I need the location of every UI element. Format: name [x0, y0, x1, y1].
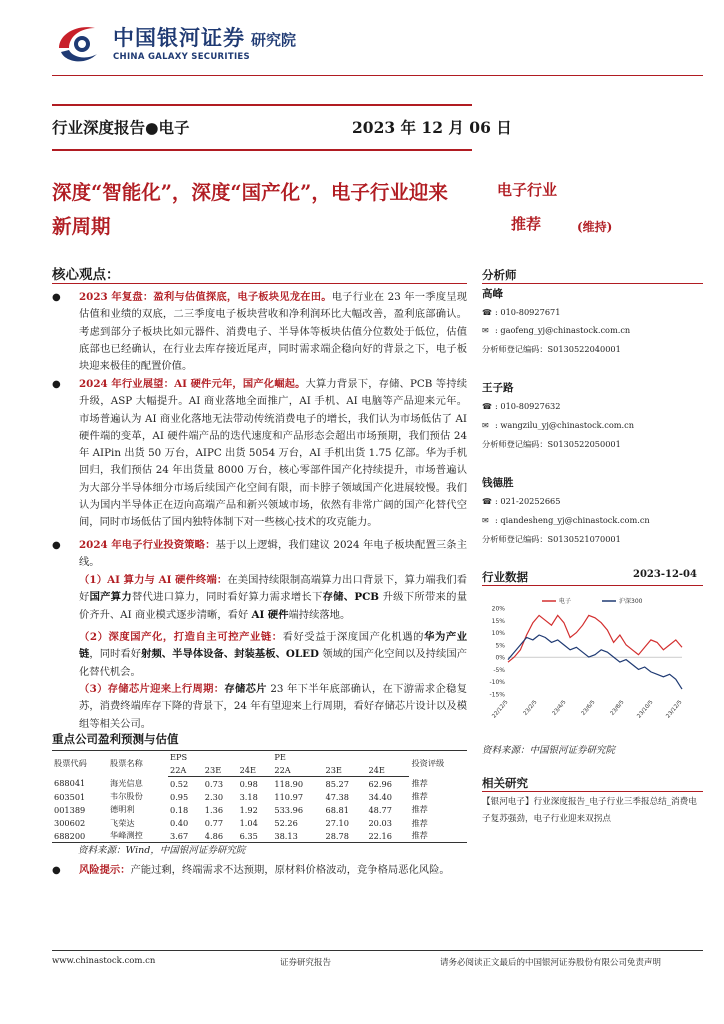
- analyst-reg: 分析师登记编码：S0130522040001: [482, 344, 621, 354]
- table-row: 688041 海光信息 0.52 0.73 0.98 118.90 85.27 62.96 推荐: [54, 777, 428, 789]
- bullet-outlook: ● 2024 年行业展望：AI 硬件元年，国产化崛起。大算力背景下，存储、PCB 等持续升级，ASP 大幅提升。AI 商业落地全面推广，AI 手机、AI 电脑等产品迎来元年。市场普遍认为 AI 商业化落地无法带动传统消费电子的增长，我们认为市场低估了 AI 硬件端的变革，AI 硬件端产品的迭代速度和产品形态会超出市场预期，我们预估 24 年 AIPin 出货 50 万台，AIPC 出货 5054 万台，AI 手机出货 1.75 亿部。华为手机回归，我们预估 24 年出货量 8000 万台，核心零部件国产化持续提升，市场普遍认为大部分半导体细分市场后续国产化空间有限，而卡脖子领域国产化进展较慢。我们认为国内半导体正在迈向高端产品和新兴领域市场，依然有非常广阔的国产化替代空间，同时市场低估了国内独特体制下对一些核心技术的攻克能力。: [52, 378, 467, 529]
- table-row: 300602 飞荣达 0.40 0.77 1.04 52.26 27.10 20.03 推荐: [54, 817, 428, 829]
- chart-source: 资料来源：中国银河证券研究院: [482, 745, 616, 756]
- analyst-name: 高峰: [482, 288, 503, 300]
- col-pe: PE: [272, 751, 409, 764]
- email-icon: ✉: [482, 516, 489, 525]
- related-heading: 相关研究: [482, 776, 528, 790]
- market-divider: [482, 585, 703, 586]
- y-tick-label: 20%: [491, 605, 505, 613]
- market-chart: [482, 594, 704, 734]
- y-tick-label: 5%: [495, 642, 505, 650]
- bullet-strategy: ● 2024 年电子行业投资策略：基于以上逻辑，我们建议 2024 年电子板块配置三条主线。: [52, 539, 468, 569]
- footer-center: 证券研究报告: [280, 958, 332, 968]
- col-rating: 投资评级: [409, 751, 467, 777]
- x-tick-label: 23/4/5: [551, 699, 568, 717]
- x-tick-label: 22/12/5: [491, 699, 510, 720]
- related-report-link[interactable]: 【银河电子】行业深度报告_电子行业三季报总结_消费电子复苏强劲，电子行业迎来双拐点: [482, 797, 697, 824]
- y-tick-label: 10%: [491, 630, 505, 638]
- bullet-dot-icon: ●: [52, 865, 61, 876]
- y-tick-label: -5%: [493, 666, 505, 674]
- col-code: 股票代码: [52, 751, 108, 777]
- report-type: 行业深度报告●电子: [52, 118, 190, 137]
- email-icon: ✉: [482, 326, 489, 335]
- series-line-csi300: [508, 635, 682, 689]
- x-tick-label: 23/12/5: [665, 699, 684, 720]
- year-header: 23E: [203, 764, 238, 777]
- table-heading: 重点公司盈利预测与估值: [52, 732, 179, 746]
- core-heading: 核心观点：: [52, 267, 120, 283]
- strategy-ai: （1）AI 算力与 AI 硬件终端：在美国持续限制高端算力出口背景下，算力端我们看好国产算力替代进口算力，同时看好算力需求增长下存储、PCB 升级下所带来的量价齐升、AI 商业模式逐步清晰，看好 AI 硬件端持续落地。: [79, 574, 468, 621]
- email-icon: ✉: [482, 421, 489, 430]
- logo-english-name: CHINA GALAXY SECURITIES: [113, 52, 250, 62]
- rating-label: 推荐: [511, 215, 542, 233]
- x-tick-label: 23/8/5: [609, 699, 626, 717]
- strategy-memory: （3）存储芯片迎来上行周期：存储芯片 23 年下半年底部确认，在下游需求企稳复苏，消费终端库存下降的背景下，24 年有望迎来上行周期，看好存储芯片设计以及模组等相关公司。: [79, 683, 467, 730]
- phone-icon: ☎: [482, 308, 492, 317]
- year-header: 22A: [272, 764, 323, 777]
- col-name: 股票名称: [108, 751, 168, 777]
- analyst-name: 王子路: [482, 382, 514, 394]
- phone-icon: ☎: [482, 497, 492, 506]
- table-row: 001389 德明利 0.18 1.36 1.92 533.96 68.81 48.77 推荐: [54, 804, 428, 815]
- bullet-dot-icon: ●: [52, 379, 61, 390]
- footer-disclaimer: 请务必阅读正文最后的中国银河证券股份有限公司免责声明: [440, 958, 662, 968]
- header-logo: [55, 20, 315, 66]
- core-divider: [52, 283, 467, 284]
- analyst-email[interactable]: ✉ : qiandesheng_yj@chinastock.com.cn: [482, 515, 650, 525]
- y-tick-label: -10%: [489, 679, 505, 687]
- galaxy-logo-icon: [55, 22, 101, 66]
- footer-divider: [52, 950, 703, 951]
- earnings-table: [52, 750, 467, 843]
- market-heading: 行业数据: [482, 570, 528, 584]
- analyst-email[interactable]: ✉ : wangzilu_yj@chinastock.com.cn: [482, 420, 634, 430]
- phone-icon: ☎: [482, 402, 492, 411]
- report-title: 深度“智能化”，深度“国产化”，电子行业迎来 新周期: [52, 181, 448, 238]
- analyst-reg: 分析师登记编码：S0130522050001: [482, 439, 621, 449]
- related-divider: [482, 791, 703, 792]
- y-tick-label: 0%: [495, 654, 505, 662]
- analyst-phone: ☎ : 021-20252665: [482, 496, 561, 506]
- analysts-divider: [482, 283, 703, 284]
- y-tick-label: 15%: [491, 617, 505, 625]
- year-header: 22A: [168, 764, 203, 777]
- x-tick-label: 23/10/5: [636, 699, 655, 720]
- market-date: 2023-12-04: [633, 569, 697, 580]
- header-divider: [52, 75, 703, 76]
- analyst-phone: ☎ : 010-80927671: [482, 307, 561, 317]
- report-bar-top: [52, 104, 472, 106]
- industry-label: 电子行业: [497, 181, 558, 199]
- analyst-email[interactable]: ✉ : gaofeng_yj@chinastock.com.cn: [482, 325, 631, 335]
- report-date: 2023 年 12 月 06 日: [352, 118, 512, 137]
- x-tick-label: 23/2/5: [522, 699, 539, 717]
- analyst-reg: 分析师登记编码：S0130521070001: [482, 534, 621, 544]
- year-header: 24E: [238, 764, 273, 777]
- bullet-dot-icon: ●: [52, 540, 61, 551]
- table-source: 资料来源：Wind，中国银河证券研究院: [78, 845, 246, 856]
- footer-website[interactable]: www.chinastock.com.cn: [52, 956, 156, 966]
- rating-note: (维持): [577, 220, 613, 234]
- bullet-review: ● 2023 年复盘：盈利与估值探底，电子板块见龙在田。电子行业在 23 年一季度呈现估值和业绩的双底，二三季度电子板块营收和净利润环比大幅改善，盈利底部确认。考虑到部分子板块比如元器件、消费电子、半导体等板块估值分位数处于低位，估值底部也已经确认，在行业去库存接近尾声，同时需求端企稳向好的背景之下，电子板块迎来极佳的配置价值。: [52, 291, 467, 373]
- logo-chinese-name: 中国银河证券: [113, 26, 245, 50]
- bullet-risk: ● 风险提示：产能过剩，终端需求不达预期，原材料价格波动，竞争格局恶化风险。: [52, 862, 467, 879]
- x-tick-label: 23/6/5: [580, 699, 597, 717]
- year-header: 24E: [366, 764, 409, 777]
- logo-institute: 研究院: [251, 31, 297, 49]
- legend-label: 沪深300: [619, 598, 643, 605]
- table-row: 688200 华峰测控 3.67 4.86 6.35 38.13 28.78 22.16 推荐: [52, 830, 467, 843]
- analyst-phone: ☎ : 010-80927632: [482, 401, 561, 411]
- table-row: 603501 韦尔股份 0.95 2.30 3.18 110.97 47.38 34.40 推荐: [54, 791, 428, 802]
- report-bar-bottom: [52, 149, 472, 151]
- bullet-dot-icon: ●: [52, 292, 61, 303]
- legend-label: 电子: [559, 598, 572, 605]
- y-tick-label: -15%: [489, 691, 505, 699]
- year-header: 23E: [324, 764, 367, 777]
- analysts-heading: 分析师: [482, 268, 517, 282]
- col-eps: EPS: [168, 751, 272, 764]
- analyst-name: 钱德胜: [482, 477, 514, 489]
- strategy-localization: （2）深度国产化，打造自主可控产业链：看好受益于深度国产化机遇的华为产业链，同时看好射频、半导体设备、封装基板、OLED 领域的国产化空间以及持续国产化替代机会。: [79, 631, 468, 678]
